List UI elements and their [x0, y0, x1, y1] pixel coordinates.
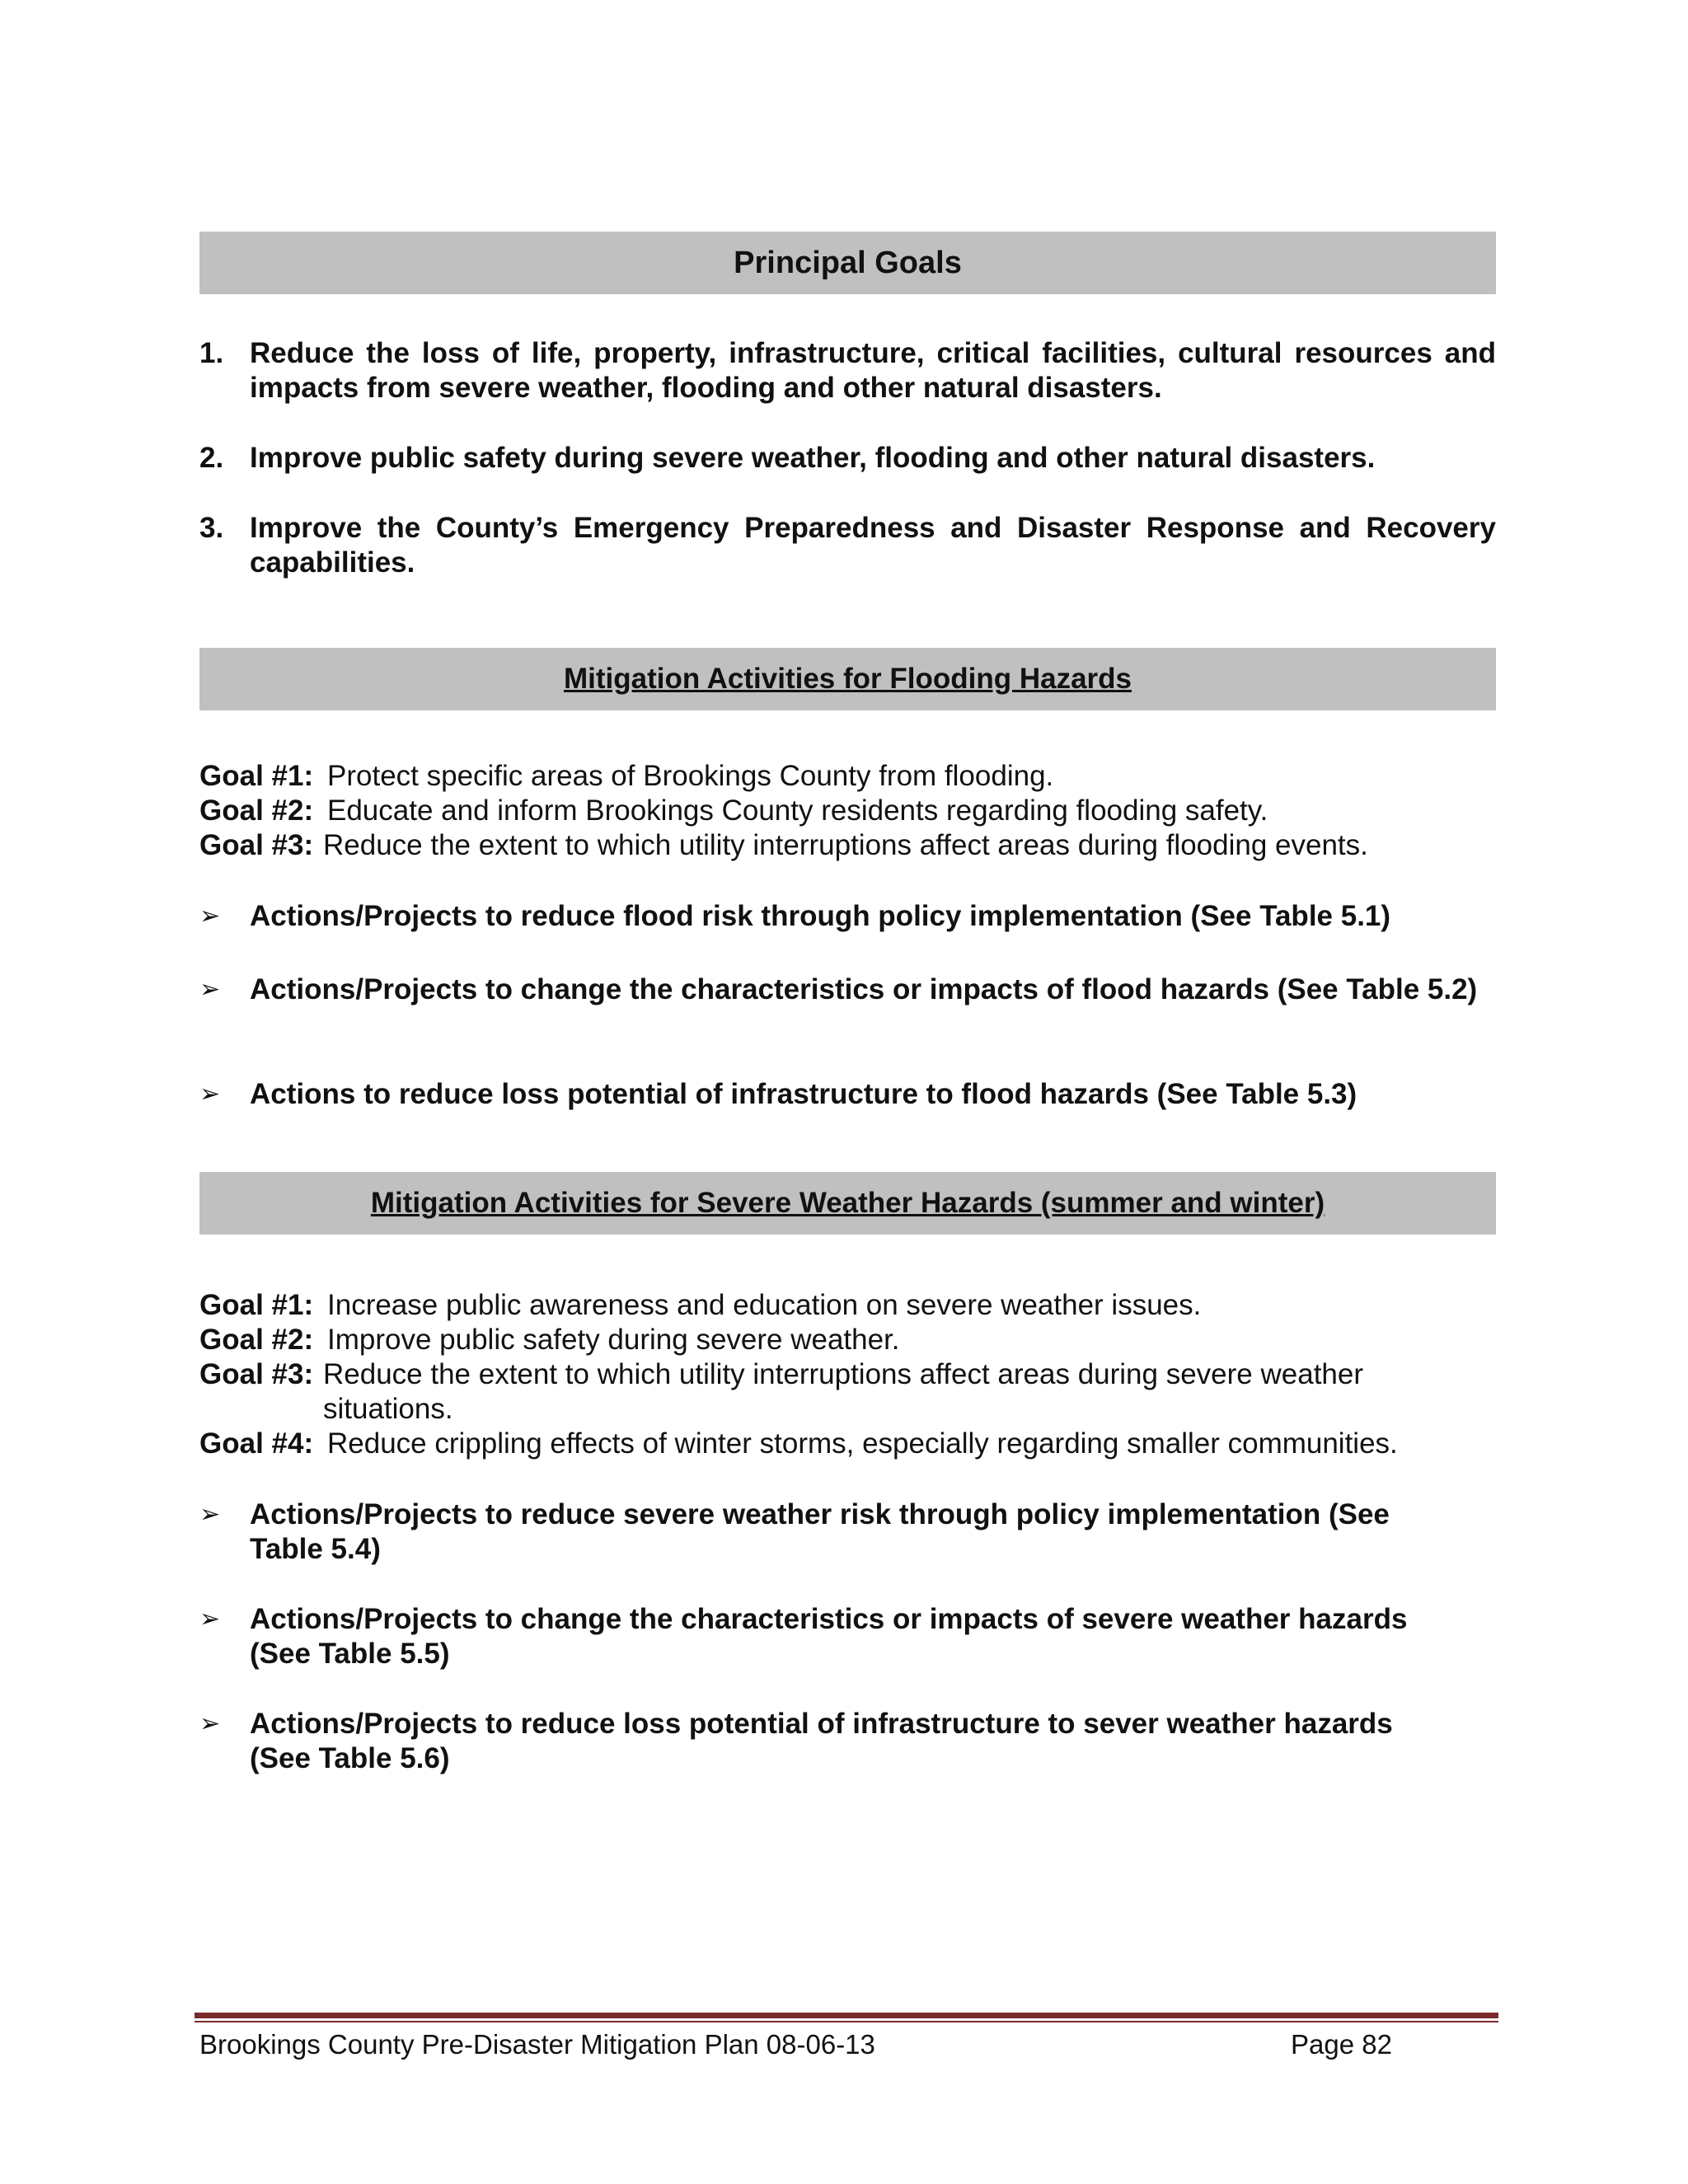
goal-row: [199, 794, 1518, 828]
action-text: Actions/Projects to reduce severe weather risk through policy implementation (See Table 5.4): [250, 1498, 1390, 1565]
principal-goal-text: Improve public safety during severe weather, flooding and other natural disasters.: [250, 442, 1376, 474]
principal-goal-item: [199, 511, 1496, 580]
action-text: Actions/Projects to reduce flood risk through policy implementation (See Table 5.1): [250, 900, 1391, 932]
principal-goal-item: [199, 336, 1496, 405]
goal-row: [199, 1323, 1518, 1357]
goal-row: [199, 759, 1518, 794]
flooding-title: Mitigation Activities for Flooding Hazards: [563, 663, 1132, 695]
arrow-bullet-icon: ➢: [199, 902, 221, 930]
principal-goal-text: Improve the County’s Emergency Preparedness and Disaster Response and Recovery capabilities.: [250, 512, 1496, 579]
goal-label: Goal #2:: [199, 794, 314, 827]
list-number: 3.: [199, 512, 224, 544]
footer-document-title: Brookings County Pre-Disaster Mitigation Plan 08-06-13: [199, 2029, 875, 2060]
flooding-goals: [199, 759, 1518, 863]
flooding-heading: [199, 648, 1496, 710]
list-number: 1.: [199, 337, 224, 369]
goal-label: Goal #2:: [199, 1324, 314, 1356]
severe-action-item: [199, 1602, 1469, 1671]
action-text: Actions/Projects to change the characteristics or impacts of flood hazards (See Table 5.2): [250, 973, 1478, 1005]
arrow-bullet-icon: ➢: [199, 1605, 221, 1633]
arrow-bullet-icon: ➢: [199, 976, 221, 1003]
goal-label: Goal #1:: [199, 1289, 314, 1321]
goal-text: Educate and inform Brookings County residents regarding flooding safety.: [327, 794, 1268, 827]
severe-weather-heading: [199, 1172, 1496, 1235]
goal-text: Protect specific areas of Brookings County from flooding.: [327, 760, 1054, 792]
goal-row: [199, 1357, 1518, 1427]
footer-page-number: Page 82: [1291, 2029, 1392, 2060]
severe-weather-title: Mitigation Activities for Severe Weather Hazards (summer and winter): [370, 1187, 1325, 1219]
goal-text: Reduce the extent to which utility interruptions affect areas during severe weather situations.: [323, 1358, 1363, 1425]
goal-row: [199, 1288, 1518, 1323]
footer-divider: [195, 2013, 1498, 2018]
goal-label: Goal #3:: [199, 1358, 314, 1390]
severe-action-item: [199, 1497, 1469, 1567]
action-text: Actions/Projects to change the characteristics or impacts of severe weather hazards (See Table 5.5): [250, 1603, 1408, 1670]
goal-label: Goal #1:: [199, 760, 314, 792]
arrow-bullet-icon: ➢: [199, 1501, 221, 1528]
flooding-action-item: [199, 899, 1496, 934]
principal-goals-title: Principal Goals: [734, 245, 962, 280]
goal-row: [199, 828, 1518, 863]
goal-text: Reduce crippling effects of winter storms, especially regarding smaller communities.: [327, 1427, 1398, 1460]
goal-row: [199, 1427, 1518, 1461]
goal-label: Goal #4:: [199, 1427, 314, 1460]
goal-label: Goal #3:: [199, 829, 314, 861]
severe-action-item: [199, 1707, 1452, 1776]
flooding-action-item: [199, 972, 1496, 1007]
severe-weather-goals: [199, 1288, 1518, 1461]
principal-goal-item: [199, 441, 1496, 476]
action-text: Actions to reduce loss potential of infrastructure to flood hazards (See Table 5.3): [250, 1078, 1357, 1110]
flooding-action-item: [199, 1077, 1496, 1112]
action-text: Actions/Projects to reduce loss potential of infrastructure to sever weather hazards (See Table 5.6): [250, 1708, 1393, 1774]
arrow-bullet-icon: ➢: [199, 1080, 221, 1108]
arrow-bullet-icon: ➢: [199, 1710, 221, 1737]
goal-text: Reduce the extent to which utility interruptions affect areas during flooding events.: [323, 829, 1368, 861]
principal-goal-text: Reduce the loss of life, property, infrastructure, critical facilities, cultural resources and impacts from severe weather, flooding and other natural disasters.: [250, 337, 1496, 404]
footer-divider-thin: [195, 2021, 1498, 2022]
principal-goals-heading: [199, 232, 1496, 294]
goal-text: Increase public awareness and education on severe weather issues.: [327, 1289, 1202, 1321]
list-number: 2.: [199, 442, 224, 474]
goal-text: Improve public safety during severe weather.: [327, 1324, 900, 1356]
